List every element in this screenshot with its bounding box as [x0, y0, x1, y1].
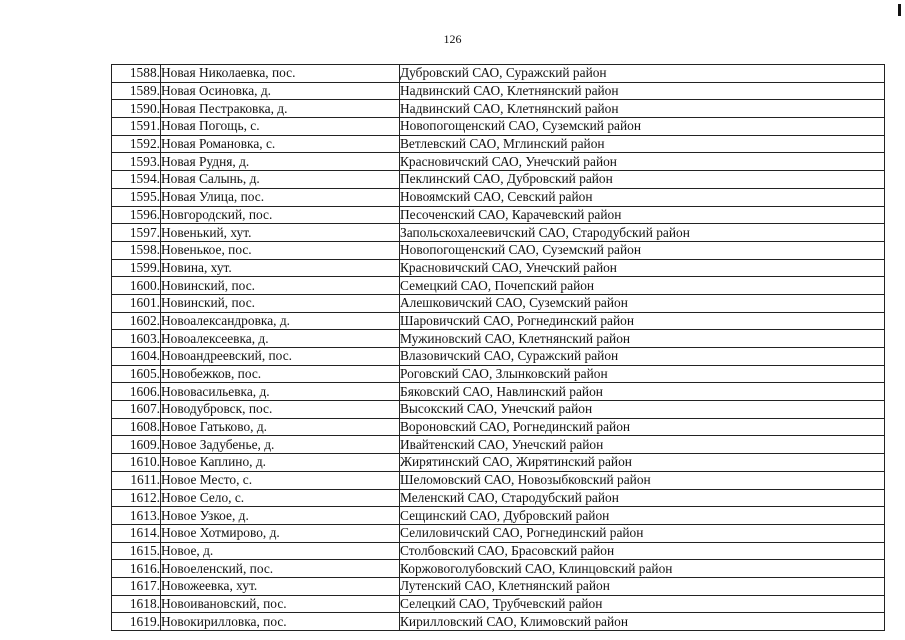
settlement-name-cell: Новая Погощь, с. — [161, 118, 400, 136]
row-number-cell: 1606. — [112, 383, 161, 401]
settlement-name-cell: Новенькое, пос. — [161, 241, 400, 259]
table-row — [112, 171, 885, 189]
district-cell: Ветлевский САО, Мглинский район — [400, 135, 885, 153]
district-cell: Высокский САО, Унечский район — [400, 401, 885, 419]
row-number-cell: 1595. — [112, 188, 161, 206]
district-cell: Алешковичский САО, Суземский район — [400, 294, 885, 312]
row-number-cell: 1597. — [112, 224, 161, 242]
district-cell: Вороновский САО, Рогнединский район — [400, 418, 885, 436]
row-number-cell: 1611. — [112, 471, 161, 489]
table-row — [112, 82, 885, 100]
table-row — [112, 206, 885, 224]
table-row — [112, 577, 885, 595]
table-row — [112, 241, 885, 259]
row-number-cell: 1592. — [112, 135, 161, 153]
district-cell: Дубровский САО, Суражский район — [400, 65, 885, 83]
district-cell: Шеломовский САО, Новозыбковский район — [400, 471, 885, 489]
row-number-cell: 1590. — [112, 100, 161, 118]
table-row — [112, 348, 885, 366]
district-cell: Новопогощенский САО, Суземский район — [400, 118, 885, 136]
settlements-table-body — [112, 65, 885, 631]
settlement-name-cell: Новая Салынь, д. — [161, 171, 400, 189]
table-row — [112, 294, 885, 312]
settlement-name-cell: Новенький, хут. — [161, 224, 400, 242]
row-number-cell: 1612. — [112, 489, 161, 507]
row-number-cell: 1615. — [112, 542, 161, 560]
settlement-name-cell: Новоивановский, пос. — [161, 595, 400, 613]
settlement-name-cell: Новинский, пос. — [161, 277, 400, 295]
district-cell: Надвинский САО, Клетнянский район — [400, 82, 885, 100]
settlement-name-cell: Новая Осиновка, д. — [161, 82, 400, 100]
scan-corner-mark — [898, 4, 901, 16]
settlement-name-cell: Новокирилловка, пос. — [161, 613, 400, 631]
table-row — [112, 259, 885, 277]
row-number-cell: 1598. — [112, 241, 161, 259]
district-cell: Жирятинский САО, Жирятинский район — [400, 454, 885, 472]
table-row — [112, 188, 885, 206]
row-number-cell: 1602. — [112, 312, 161, 330]
district-cell: Селиловичский САО, Рогнединский район — [400, 524, 885, 542]
district-cell: Пеклинский САО, Дубровский район — [400, 171, 885, 189]
row-number-cell: 1609. — [112, 436, 161, 454]
settlement-name-cell: Новая Пестраковка, д. — [161, 100, 400, 118]
page-number: 126 — [443, 32, 462, 46]
table-row — [112, 277, 885, 295]
table-row — [112, 613, 885, 631]
settlement-name-cell: Нововасильевка, д. — [161, 383, 400, 401]
settlement-name-cell: Новодубровск, пос. — [161, 401, 400, 419]
district-cell: Надвинский САО, Клетнянский район — [400, 100, 885, 118]
row-number-cell: 1618. — [112, 595, 161, 613]
row-number-cell: 1616. — [112, 560, 161, 578]
row-number-cell: 1608. — [112, 418, 161, 436]
district-cell: Запольскохалеевичский САО, Стародубский район — [400, 224, 885, 242]
table-row — [112, 507, 885, 525]
district-cell: Влазовичский САО, Суражский район — [400, 348, 885, 366]
row-number-cell: 1601. — [112, 294, 161, 312]
settlement-name-cell: Новая Рудня, д. — [161, 153, 400, 171]
settlement-name-cell: Новожеевка, хут. — [161, 577, 400, 595]
row-number-cell: 1604. — [112, 348, 161, 366]
district-cell: Новоямский САО, Севский район — [400, 188, 885, 206]
table-row — [112, 365, 885, 383]
settlement-name-cell: Новое Каплино, д. — [161, 454, 400, 472]
table-row — [112, 560, 885, 578]
settlements-table — [111, 64, 885, 631]
table-row — [112, 542, 885, 560]
district-cell: Семецкий САО, Почепский район — [400, 277, 885, 295]
table-row — [112, 471, 885, 489]
district-cell: Кирилловский САО, Климовский район — [400, 613, 885, 631]
settlement-name-cell: Новинский, пос. — [161, 294, 400, 312]
table-row — [112, 401, 885, 419]
settlement-name-cell: Новое Узкое, д. — [161, 507, 400, 525]
district-cell: Мужиновский САО, Клетнянский район — [400, 330, 885, 348]
settlement-name-cell: Новое Задубенье, д. — [161, 436, 400, 454]
settlement-name-cell: Новое Место, с. — [161, 471, 400, 489]
table-row — [112, 383, 885, 401]
district-cell: Новопогощенский САО, Суземский район — [400, 241, 885, 259]
row-number-cell: 1596. — [112, 206, 161, 224]
district-cell: Красновичский САО, Унечский район — [400, 259, 885, 277]
row-number-cell: 1588. — [112, 65, 161, 83]
settlement-name-cell: Новоеленский, пос. — [161, 560, 400, 578]
row-number-cell: 1607. — [112, 401, 161, 419]
table-row — [112, 595, 885, 613]
district-cell: Красновичский САО, Унечский район — [400, 153, 885, 171]
row-number-cell: 1589. — [112, 82, 161, 100]
district-cell: Меленский САО, Стародубский район — [400, 489, 885, 507]
row-number-cell: 1591. — [112, 118, 161, 136]
district-cell: Ивайтенский САО, Унечский район — [400, 436, 885, 454]
settlement-name-cell: Новгородский, пос. — [161, 206, 400, 224]
district-cell: Сещинский САО, Дубровский район — [400, 507, 885, 525]
table-row — [112, 224, 885, 242]
row-number-cell: 1599. — [112, 259, 161, 277]
table-row — [112, 489, 885, 507]
settlement-name-cell: Новая Николаевка, пос. — [161, 65, 400, 83]
row-number-cell: 1605. — [112, 365, 161, 383]
row-number-cell: 1594. — [112, 171, 161, 189]
settlement-name-cell: Новое Хотмирово, д. — [161, 524, 400, 542]
settlement-name-cell: Новая Романовка, с. — [161, 135, 400, 153]
row-number-cell: 1617. — [112, 577, 161, 595]
row-number-cell: 1600. — [112, 277, 161, 295]
table-row — [112, 153, 885, 171]
settlement-name-cell: Новоандреевский, пос. — [161, 348, 400, 366]
row-number-cell: 1593. — [112, 153, 161, 171]
settlement-name-cell: Новоалексеевка, д. — [161, 330, 400, 348]
row-number-cell: 1619. — [112, 613, 161, 631]
district-cell: Песоченский САО, Карачевский район — [400, 206, 885, 224]
row-number-cell: 1614. — [112, 524, 161, 542]
district-cell: Коржовоголубовский САО, Клинцовский район — [400, 560, 885, 578]
table-row — [112, 454, 885, 472]
table-row — [112, 418, 885, 436]
table-row — [112, 118, 885, 136]
table-row — [112, 524, 885, 542]
settlement-name-cell: Новина, хут. — [161, 259, 400, 277]
row-number-cell: 1603. — [112, 330, 161, 348]
row-number-cell: 1610. — [112, 454, 161, 472]
district-cell: Шаровичский САО, Рогнединский район — [400, 312, 885, 330]
settlement-name-cell: Новая Улица, пос. — [161, 188, 400, 206]
row-number-cell: 1613. — [112, 507, 161, 525]
table-row — [112, 100, 885, 118]
settlement-name-cell: Новоалександровка, д. — [161, 312, 400, 330]
table-row — [112, 312, 885, 330]
settlement-name-cell: Новое Гатьково, д. — [161, 418, 400, 436]
table-row — [112, 135, 885, 153]
table-row — [112, 330, 885, 348]
district-cell: Лутенский САО, Клетнянский район — [400, 577, 885, 595]
settlement-name-cell: Новое, д. — [161, 542, 400, 560]
table-row — [112, 436, 885, 454]
settlement-name-cell: Новобежков, пос. — [161, 365, 400, 383]
district-cell: Бяковский САО, Навлинский район — [400, 383, 885, 401]
table-row — [112, 65, 885, 83]
district-cell: Столбовский САО, Брасовский район — [400, 542, 885, 560]
district-cell: Селецкий САО, Трубчевский район — [400, 595, 885, 613]
settlement-name-cell: Новое Село, с. — [161, 489, 400, 507]
district-cell: Роговский САО, Злынковский район — [400, 365, 885, 383]
